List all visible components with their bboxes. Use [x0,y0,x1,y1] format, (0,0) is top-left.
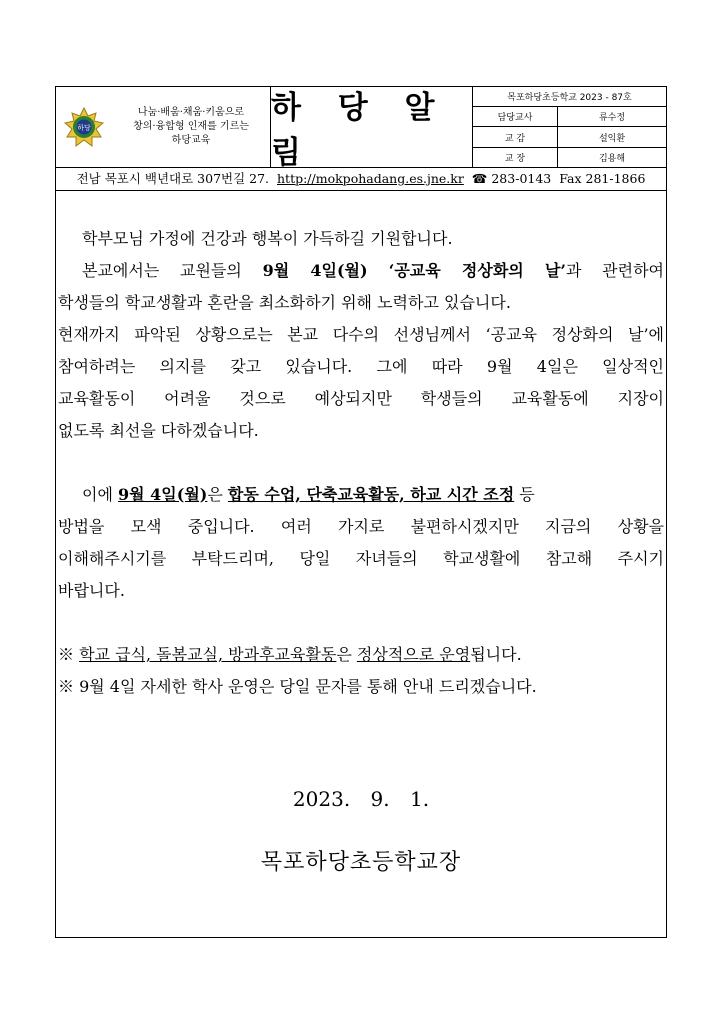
text-span: 됩니다. [470,645,522,664]
motto-line: 하당교육 [171,135,211,146]
school-logo [56,87,112,167]
body-line: 학생들의 학교생활과 혼란을 최소화하기 위해 노력하고 있습니다. [58,293,511,312]
title-cell [270,87,473,171]
phone-icon: ☎ [471,171,488,186]
motto-line: 나눔·배움·채움·키움으로 [137,107,245,118]
notice-frame [55,86,667,938]
vice-principal-name: 설익환 [558,127,667,147]
body-line: 이해해주시기를 부탁드리며, 당일 자녀들의 학교생활에 참고해 주시기 [58,549,664,568]
text-span: 과 관련하여 [565,261,664,280]
body-line [58,255,664,287]
emblem-text: 하당 [77,124,91,132]
body-line: 방법을 모색 중입니다. 여러 가지로 불편하시겠지만 지금의 상황을 [58,517,664,536]
underlined-normal: 정상적으로 운영 [356,645,471,664]
motto-line: 창의·융합형 인재를 기르는 [133,121,249,132]
note-line: ※ 9월 4일 자세한 학사 운영은 당일 문자를 통해 안내 드리겠습니다. [58,677,537,696]
teacher-name: 류수정 [558,107,667,127]
body-line: 현재까지 파악된 상황으로는 본교 다수의 선생님께서 ‘공교육 정상화의 날’에 [58,325,664,344]
text-span: 이에 [82,485,118,504]
body-line: 없도록 최선을 다하겠습니다. [58,421,259,440]
principal-label: 교 장 [473,147,558,167]
approval-table [473,87,666,167]
underlined-services: 학교 급식, 돌봄교실, 방과후교육활동 [79,645,337,664]
text-span: 본교에서는 교원들의 [82,261,263,280]
text-span: 등 [514,485,535,504]
teacher-label: 담당교사 [473,107,558,127]
school-issue-number: 목포하당초등학교 2023 - 87호 [473,87,666,107]
body-line: 바랍니다. [58,581,125,600]
vice-principal-label: 교 감 [473,127,558,147]
phone-number: 283-0143 [491,171,552,186]
body-line [58,479,664,511]
text-span: 은 [207,485,228,504]
notice-body [58,223,664,703]
bold-measures: 합동 수업, 단축교육활동, 하교 시간 조정 [227,485,515,504]
notice-header [56,87,666,186]
school-motto [112,87,270,167]
notice-title: 하 당 알 림 [271,90,448,171]
body-line: 교육활동이 어려울 것으로 예상되지만 학생들의 교육활동에 지장이 [58,389,664,408]
fax-number: Fax 281-1866 [559,171,646,186]
contact-bar [56,167,666,191]
principal-name: 김용해 [598,153,626,164]
school-emblem-icon [64,107,104,147]
bold-date-phrase: 9월 4일(월) ‘공교육 정상화의 날’ [262,261,566,280]
bold-date: 9월 4일(월) [118,485,208,504]
greeting-line: 학부모님 가정에 건강과 행복이 가득하길 기원합니다. [82,229,453,248]
note-line [58,639,664,671]
school-address: 전남 목포시 백년대로 307번길 27. [76,171,270,186]
body-line: 참여하려는 의지를 갖고 있습니다. 그에 따라 9월 4일은 일상적인 [58,357,664,376]
school-website-link[interactable]: http://mokpohadang.es.jne.kr [277,171,464,186]
text-span: ※ [58,645,80,664]
notice-date: 2023. 9. 1. [292,787,430,811]
text-span: 은 [336,645,357,664]
signer-title: 목포하당초등학교장 [260,850,462,875]
